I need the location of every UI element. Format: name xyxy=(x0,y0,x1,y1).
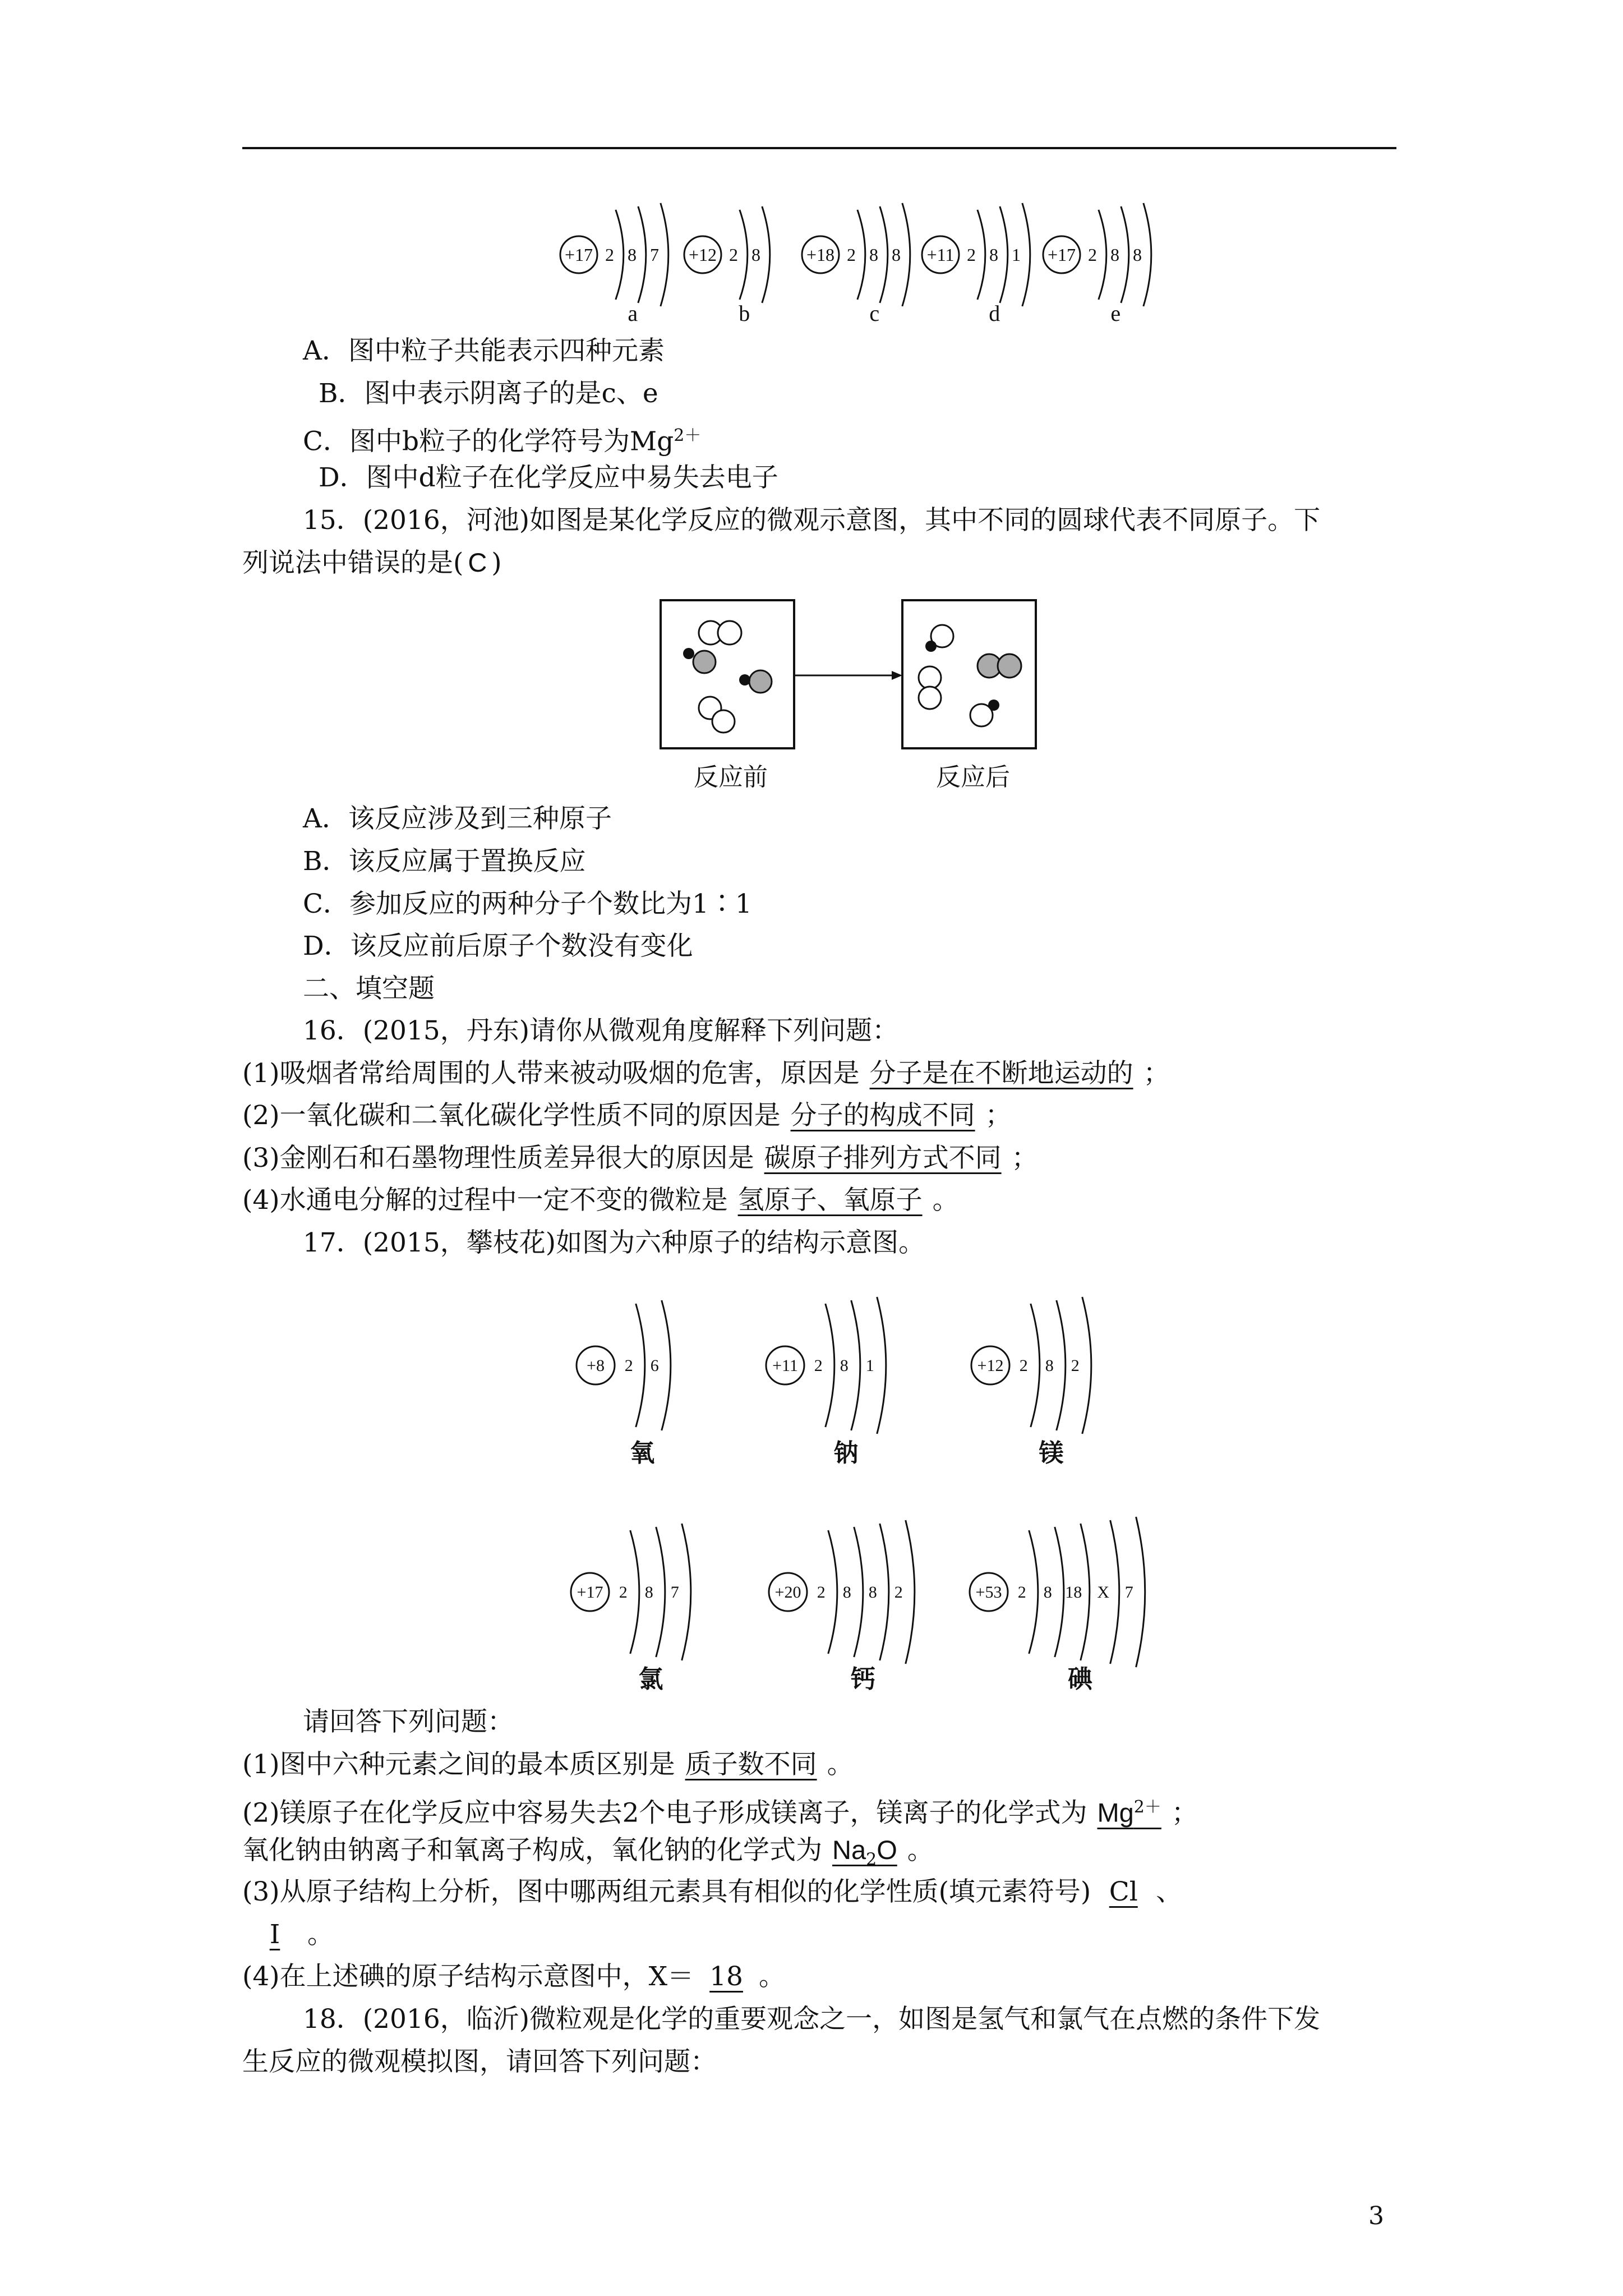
q16-p1-punct: ； xyxy=(1143,1058,1170,1089)
q17-atom-2-label: 钠 xyxy=(833,1439,859,1467)
q14-e-label: e xyxy=(1110,301,1121,326)
q17-p2-text: (2)镁原子在化学反应中容易失去2个电子形成镁离子，镁离子的化学式为 xyxy=(242,1797,1087,1829)
q14-a-label: a xyxy=(628,301,638,326)
q17-atom-6-atom xyxy=(970,1517,1145,1693)
q17-part3-cont xyxy=(242,1918,334,1952)
q17-atom-6-shell-electrons-5: 7 xyxy=(1124,1583,1133,1602)
q17-atom-5-shell-electrons-3: 8 xyxy=(868,1583,877,1602)
q17-part4 xyxy=(242,1960,785,1994)
q17-atom-4-label: 氯 xyxy=(638,1665,663,1693)
q17-atom-4-shell-arc-1 xyxy=(630,1530,639,1654)
q17-atom-1-shell-arc-2 xyxy=(662,1300,671,1430)
q17-atom-2-shell-electrons-2: 8 xyxy=(840,1356,849,1375)
q17-part2 xyxy=(242,1791,1198,1830)
q15-option-d: D．该反应前后原子个数没有变化 xyxy=(303,931,693,961)
q14-e-shell-electrons-2: 8 xyxy=(1110,244,1119,265)
q17-p2b-answer-o: O xyxy=(877,1835,897,1865)
q17-p1-text: (1)图中六种元素之间的最本质区别是 xyxy=(242,1749,675,1780)
q17-part1 xyxy=(242,1748,854,1782)
q17-atom-2-shell-arc-1 xyxy=(826,1304,834,1427)
q17-p2b-text: 氧化钠由钠离子和氧离子构成，氧化钠的化学式为 xyxy=(242,1835,822,1866)
q17-p4-answer: 18 xyxy=(709,1961,743,1992)
q17-p2-punct: ； xyxy=(1171,1797,1198,1829)
page-number: 3 xyxy=(1368,2202,1384,2230)
section-heading: 二、填空题 xyxy=(303,973,435,1004)
q17-atom-6-shell-arc-4 xyxy=(1110,1520,1119,1664)
q17-atom-4-nucleus-charge: +17 xyxy=(577,1583,603,1602)
q15-option-b: B．该反应属于置换反应 xyxy=(303,846,586,877)
q17-p3-answer-1: Cl xyxy=(1109,1876,1138,1907)
q17-atom-5-atom xyxy=(769,1520,915,1693)
q17-atom-1-atom xyxy=(577,1300,671,1467)
q14-b-label: b xyxy=(739,301,750,326)
q14-a-shell-electrons-1: 2 xyxy=(605,244,614,265)
q17-atom-5-shell-arc-2 xyxy=(854,1527,863,1657)
q14-b-shell-electrons-1: 2 xyxy=(729,244,738,265)
q18-stem-line1: 18．(2016，临沂)微粒观是化学的重要观念之一，如图是氢气和氯气在点燃的条件下发 xyxy=(303,2004,1321,2035)
q17-atom-1-shell-arc-1 xyxy=(636,1304,645,1427)
q17-p4-text: (4)在上述碘的原子结构示意图中，X＝ xyxy=(242,1961,694,1992)
q15-stem-close: ) xyxy=(491,547,502,578)
q16-p3-text: (3)金刚石和石墨物理性质差异很大的原因是 xyxy=(242,1143,754,1174)
q14-d-nucleus-charge: +11 xyxy=(926,244,955,265)
q17-atom-6-label: 碘 xyxy=(1067,1665,1092,1693)
q17-atom-3-shell-electrons-2: 8 xyxy=(1045,1356,1054,1375)
q14-c-shell-electrons-1: 2 xyxy=(847,244,856,265)
q14-option-c-text: C．图中b粒子的化学符号为Mg xyxy=(303,426,674,457)
q17-atom-1-label: 氧 xyxy=(630,1439,655,1467)
q17-atom-5-shell-arc-3 xyxy=(880,1524,889,1660)
q17-p3-answer-2: I xyxy=(269,1919,280,1950)
q17-atom-5-shell-arc-1 xyxy=(828,1530,837,1654)
q17-atom-4-shell-electrons-1: 2 xyxy=(619,1583,628,1602)
q17-atom-3-label: 镁 xyxy=(1039,1439,1064,1467)
q17-atom-3-atom xyxy=(971,1297,1091,1467)
q16-p1-answer: 分子是在不断地运动的 xyxy=(869,1058,1133,1089)
q17-atom-6-nucleus-charge: +53 xyxy=(975,1583,1002,1602)
q14-c-nucleus-charge: +18 xyxy=(806,244,835,265)
q14-c-shell-electrons-3: 8 xyxy=(892,244,901,265)
q17-p1-answer: 质子数不同 xyxy=(685,1749,817,1780)
q17-p1-punct: 。 xyxy=(827,1749,854,1780)
q14-d-shell-electrons-3: 1 xyxy=(1012,244,1021,265)
q16-stem: 16．(2015，丹东)请你从微观角度解释下列问题： xyxy=(303,1015,899,1046)
q17-atom-1-nucleus-charge: +8 xyxy=(587,1356,605,1375)
q17-atom-5-nucleus-charge: +20 xyxy=(774,1583,801,1602)
q17-p2b-answer-na: Na xyxy=(832,1835,866,1865)
q17-atom-2-shell-arc-3 xyxy=(877,1297,886,1434)
q14-option-b: B．图中表示阴离子的是c、e xyxy=(319,378,658,409)
q14-option-d: D．图中d粒子在化学反应中易失去电子 xyxy=(319,462,778,493)
q17-part3 xyxy=(242,1875,1182,1909)
q17-atom-1-shell-electrons-1: 2 xyxy=(624,1356,633,1375)
q17-p3-text: (3)从原子结构上分析，图中哪两组元素具有相似的化学性质(填元素符号) xyxy=(242,1876,1091,1907)
q14-a-shell-electrons-3: 7 xyxy=(650,244,659,265)
q14-a-nucleus-charge: +17 xyxy=(564,244,593,265)
q17-atom-2-nucleus-charge: +11 xyxy=(772,1356,798,1375)
q14-option-a: A．图中粒子共能表示四种元素 xyxy=(303,335,665,366)
q14-c-shell-electrons-2: 8 xyxy=(869,244,878,265)
q17-atom-3-shell-arc-1 xyxy=(1031,1304,1040,1427)
q16-p1-text: (1)吸烟者常给周围的人带来被动吸烟的危害，原因是 xyxy=(242,1058,860,1089)
q17-atom-3-nucleus-charge: +12 xyxy=(977,1356,1004,1375)
q14-b-nucleus-charge: +12 xyxy=(688,244,717,265)
q17-atom-4-shell-arc-3 xyxy=(682,1524,691,1660)
q17-atom-6-shell-arc-5 xyxy=(1136,1517,1145,1667)
q17-atom-6-shell-electrons-1: 2 xyxy=(1017,1583,1026,1602)
q17-p2b-answer-sub: 2 xyxy=(866,1849,877,1870)
q17-p2b-punct: 。 xyxy=(907,1835,934,1866)
q17-p2-answer-symbol: Mg xyxy=(1097,1797,1134,1828)
q14-a-shell-electrons-2: 8 xyxy=(628,244,637,265)
q17-atom-5-shell-arc-4 xyxy=(906,1520,915,1664)
q16-p3-punct: ； xyxy=(1011,1143,1038,1174)
after-label: 反应后 xyxy=(936,763,1010,792)
q16-p3-answer: 碳原子排列方式不同 xyxy=(764,1143,1002,1174)
q17-prompt: 请回答下列问题： xyxy=(303,1706,514,1737)
q17-atom-3-shell-electrons-3: 2 xyxy=(1071,1356,1080,1375)
before-label: 反应前 xyxy=(694,763,768,792)
q17-p3-separator: 、 xyxy=(1156,1876,1183,1907)
q17-atom-6-shell-arc-1 xyxy=(1029,1530,1038,1654)
q17-atom-3-shell-arc-2 xyxy=(1057,1300,1066,1430)
q15-stem-text: 列说法中错误的是( xyxy=(242,547,464,578)
q16-p2-answer: 分子的构成不同 xyxy=(790,1100,975,1131)
q17-p3-punct: 。 xyxy=(307,1919,334,1950)
q14-e-shell-electrons-1: 2 xyxy=(1088,244,1097,265)
q17-atom-6-shell-electrons-4: X xyxy=(1097,1583,1110,1602)
q16-p4-punct: 。 xyxy=(932,1185,959,1216)
q16-p2-text: (2)一氧化碳和二氧化碳化学性质不同的原因是 xyxy=(242,1100,781,1131)
q17-atom-6-shell-arc-2 xyxy=(1055,1527,1064,1657)
q15-stem-line1: 15．(2016，河池)如图是某化学反应的微观示意图，其中不同的圆球代表不同原子。下 xyxy=(303,505,1321,536)
q14-c-label: c xyxy=(869,301,880,326)
q17-stem: 17．(2015，攀枝花)如图为六种原子的结构示意图。 xyxy=(303,1227,925,1258)
q18-stem-line2: 生反应的微观模拟图，请回答下列问题： xyxy=(242,2046,717,2077)
q17-p2b-answer xyxy=(822,1833,907,1876)
q17-atom-3-shell-arc-3 xyxy=(1082,1297,1091,1434)
q15-answer: C xyxy=(468,547,487,577)
q17-atom-2-shell-electrons-1: 2 xyxy=(814,1356,823,1375)
q17-atom-1-shell-electrons-2: 6 xyxy=(650,1356,659,1375)
q17-atom-6-shell-electrons-2: 8 xyxy=(1043,1583,1052,1602)
q17-atom-3-shell-electrons-1: 2 xyxy=(1019,1356,1028,1375)
q14-b-shell-electrons-2: 8 xyxy=(751,244,760,265)
q17-p2-answer-charge: 2＋ xyxy=(1133,1797,1161,1817)
q17-atom-5-shell-electrons-2: 8 xyxy=(842,1583,851,1602)
q17-atom-4-shell-arc-2 xyxy=(656,1527,665,1657)
q17-atom-4-atom xyxy=(571,1524,691,1693)
q14-d-shell-electrons-1: 2 xyxy=(967,244,976,265)
q17-p2-answer xyxy=(1087,1791,1171,1830)
q16-p2-punct: ； xyxy=(985,1100,1012,1131)
q17-atom-5-label: 钙 xyxy=(850,1665,875,1693)
q17-atom-2-shell-arc-2 xyxy=(851,1300,860,1430)
q14-option-c-charge: 2＋ xyxy=(674,426,702,445)
q14-e-shell-electrons-3: 8 xyxy=(1133,244,1142,265)
q17-atom-4-shell-electrons-2: 8 xyxy=(644,1583,653,1602)
q15-option-c: C．参加反应的两种分子个数比为1∶1 xyxy=(303,889,752,919)
q16-p4-answer: 氢原子、氧原子 xyxy=(737,1185,923,1216)
q14-e-nucleus-charge: +17 xyxy=(1047,244,1076,265)
q17-p4-punct: 。 xyxy=(759,1961,786,1992)
q17-atom-2-shell-electrons-3: 1 xyxy=(865,1356,874,1375)
q16-p4-text: (4)水通电分解的过程中一定不变的微粒是 xyxy=(242,1185,728,1216)
q15-option-a: A．该反应涉及到三种原子 xyxy=(303,803,612,834)
q17-part2b xyxy=(242,1833,934,1876)
q17-atom-6-shell-electrons-3: 18 xyxy=(1065,1583,1082,1602)
q17-atom-5-shell-electrons-4: 2 xyxy=(894,1583,903,1602)
q17-atom-4-shell-electrons-3: 7 xyxy=(670,1583,679,1602)
q14-d-shell-electrons-2: 8 xyxy=(989,244,998,265)
q17-atom-2-atom xyxy=(766,1297,886,1467)
q17-atom-5-shell-electrons-1: 2 xyxy=(817,1583,826,1602)
q14-d-label: d xyxy=(989,301,1000,326)
